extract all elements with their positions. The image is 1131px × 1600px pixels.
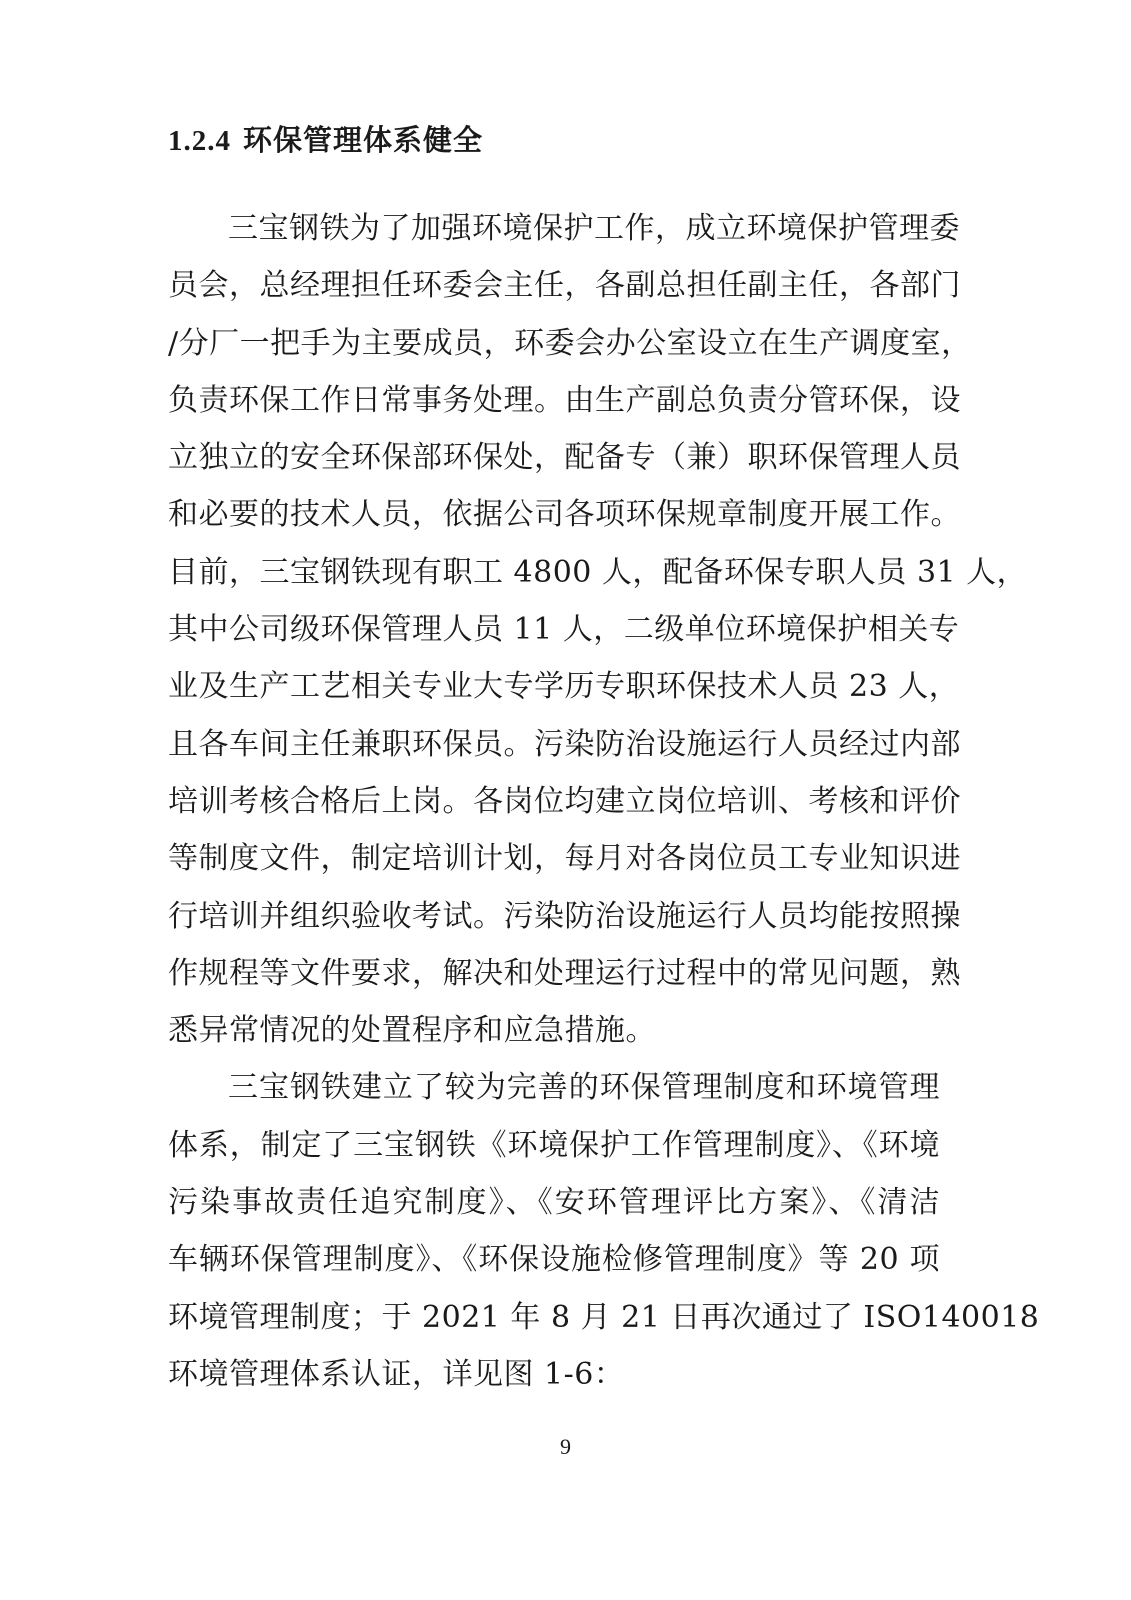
section-number: 1.2.4 (168, 125, 231, 157)
text-line: 作规程等文件要求，解决和处理运行过程中的常见问题，熟 (168, 955, 961, 991)
text-line: 污染事故责任追究制度》、《安环管理评比方案》、《清洁 (168, 1185, 940, 1221)
text-line: 业及生产工艺相关专业大专学历专职环保技术人员 23 人， (168, 669, 960, 705)
text-line: 且各车间主任兼职环保员。污染防治设施运行人员经过内部 (168, 726, 961, 762)
text-line: 车辆环保管理制度》、《环保设施检修管理制度》等 20 项 (168, 1242, 940, 1278)
text-line: 悉异常情况的处置程序和应急措施。 (168, 1013, 656, 1049)
text-line: 三宝钢铁建立了较为完善的环保管理制度和环境管理 (228, 1070, 940, 1106)
body-text (168, 200, 1040, 1403)
text-line: /分厂一把手为主要成员，环委会办公室设立在生产调度室， (168, 325, 972, 361)
text-line: 三宝钢铁为了加强环境保护工作，成立环境保护管理委 (228, 211, 960, 246)
text-line: 员会，总经理担任环委会主任，各副总担任副主任，各部门 (168, 268, 961, 304)
text-line: 环境管理制度；于 2021 年 8 月 21 日再次通过了 ISO140018 (168, 1299, 1040, 1335)
text-line: 负责环保工作日常事务处理。由生产副总负责分管环保，设 (168, 382, 961, 418)
text-line: 等制度文件，制定培训计划，每月对各岗位员工专业知识进 (168, 841, 961, 877)
text-line: 行培训并组织验收考试。污染防治设施运行人员均能按照操 (168, 898, 961, 934)
text-line: 目前，三宝钢铁现有职工 4800 人，配备环保专职人员 31 人， (168, 554, 1028, 590)
text-line: 其中公司级环保管理人员 11 人，二级单位环境保护相关专 (168, 612, 960, 648)
text-line: 立独立的安全环保部环保处，配备专（兼）职环保管理人员 (168, 440, 961, 476)
page-number: 9 (560, 1434, 571, 1459)
section-heading (168, 118, 483, 159)
text-line: 体系，制定了三宝钢铁《环境保护工作管理制度》、《环境 (168, 1127, 940, 1163)
text-line: 和必要的技术人员，依据公司各项环保规章制度开展工作。 (168, 497, 961, 533)
section-title: 环保管理体系健全 (243, 123, 484, 157)
text-line: 环境管理体系认证，详见图 1-6： (168, 1356, 625, 1392)
text-line: 培训考核合格后上岗。各岗位均建立岗位培训、考核和评价 (168, 783, 961, 819)
